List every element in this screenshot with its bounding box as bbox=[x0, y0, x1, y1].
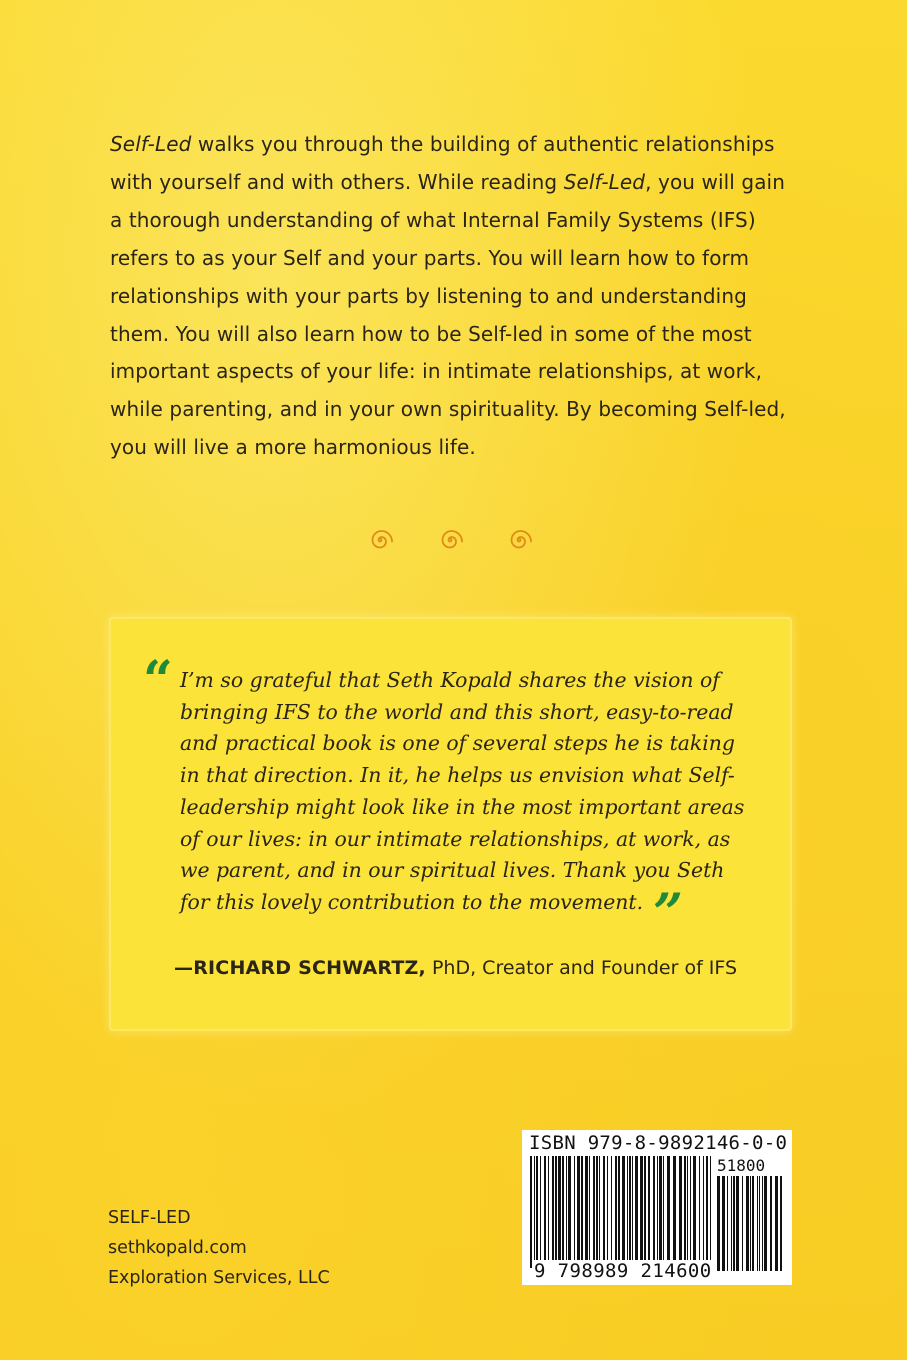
barcode-bar bbox=[589, 1156, 590, 1268]
barcode-bar bbox=[736, 1176, 739, 1271]
publisher-name: Exploration Services, LLC bbox=[108, 1268, 330, 1288]
open-quote-mark: “ bbox=[143, 650, 173, 711]
barcode-bar bbox=[585, 1156, 588, 1268]
barcode-bar bbox=[618, 1156, 620, 1268]
barcode-bar bbox=[530, 1156, 532, 1268]
barcode-bar bbox=[762, 1176, 763, 1271]
barcode-bar bbox=[596, 1156, 598, 1268]
barcode-bar bbox=[657, 1156, 658, 1268]
barcode-bar bbox=[574, 1156, 575, 1268]
spiral-icon bbox=[505, 526, 533, 554]
publisher-info bbox=[108, 1203, 330, 1293]
barcode-bar bbox=[627, 1156, 628, 1268]
book-title-italic: Self-Led bbox=[563, 169, 646, 194]
isbn-label: ISBN 979-8-9892146-0-0 bbox=[529, 1132, 788, 1154]
barcode-bar bbox=[548, 1156, 549, 1268]
price-code: 51800 bbox=[717, 1156, 766, 1175]
barcode-bar bbox=[540, 1156, 541, 1268]
barcode-bar bbox=[693, 1156, 696, 1268]
barcode-bar bbox=[622, 1156, 625, 1268]
isbn-barcode bbox=[522, 1130, 792, 1285]
barcode-bar bbox=[710, 1156, 711, 1268]
barcode-bar bbox=[690, 1156, 691, 1268]
barcode-bar bbox=[770, 1176, 772, 1271]
barcode-bar bbox=[663, 1156, 664, 1268]
barcode-bar bbox=[752, 1176, 754, 1271]
barcode-bar bbox=[775, 1176, 778, 1271]
spiral-icon bbox=[366, 526, 394, 554]
barcode-bar bbox=[653, 1156, 655, 1268]
barcode-bar bbox=[562, 1156, 564, 1268]
testimonial-box bbox=[109, 617, 792, 1031]
barcode-bar bbox=[603, 1156, 605, 1268]
book-description bbox=[110, 126, 790, 467]
testimonial-attribution bbox=[174, 957, 737, 979]
book-title-imprint: SELF-LED bbox=[108, 1208, 191, 1228]
barcode-bar bbox=[581, 1156, 583, 1268]
barcode-bar bbox=[706, 1156, 708, 1268]
testimonial-quote bbox=[180, 665, 760, 944]
barcode-bar bbox=[611, 1156, 612, 1268]
barcode-bar bbox=[731, 1176, 732, 1271]
barcode-bar bbox=[687, 1156, 688, 1268]
barcode-bar bbox=[534, 1156, 535, 1268]
barcode-bar bbox=[703, 1156, 704, 1268]
barcode-bar bbox=[568, 1156, 571, 1268]
addon-bars bbox=[717, 1176, 783, 1271]
barcode-bar bbox=[746, 1176, 749, 1271]
barcode-bar bbox=[750, 1176, 751, 1271]
ean-digits: 9 798989 214600 bbox=[534, 1260, 712, 1282]
barcode-bar bbox=[673, 1156, 676, 1268]
description-segment: , you will gain a thorough understanding of what Internal Family Systems (IFS) refers to as your Self and your parts. You will learn how to form relationships with your parts by listening to and understanding them. You will also learn how to be Self-led in some of the most important aspects of your life: in intimate relationships, at work, while parenting, and in your own spirituality. By becoming Self-led, you will live a more harmonious life. bbox=[110, 169, 786, 460]
attribution-title: PhD, Creator and Founder of IFS bbox=[425, 957, 738, 979]
author-website: sethkopald.com bbox=[108, 1238, 247, 1258]
testimonial-quote-text: I’m so grateful that Seth Kopald shares the vision of bringing IFS to the world and this short, easy-to-read and practical book is one of several steps he is taking in that direction. In it, he helps us envision what Self-leadership might look like in the most important areas of our lives: in our intimate relationships, at work, as we parent, and in our spiritual lives. Thank you Seth for this lovely contribution to the movement. bbox=[180, 668, 745, 914]
barcode-bar bbox=[727, 1176, 728, 1271]
barcode-bar bbox=[640, 1156, 643, 1268]
book-title-italic: Self-Led bbox=[110, 132, 192, 156]
barcode-bar bbox=[552, 1156, 554, 1268]
barcode-bar bbox=[699, 1156, 700, 1268]
barcode-bar bbox=[607, 1156, 608, 1268]
barcode-bar bbox=[722, 1176, 725, 1271]
barcode-bar bbox=[659, 1156, 662, 1268]
barcode-bar bbox=[667, 1156, 670, 1268]
barcode-bar bbox=[558, 1156, 561, 1268]
barcode-bar bbox=[615, 1156, 617, 1268]
barcode-bar bbox=[629, 1156, 631, 1268]
barcode-bar bbox=[555, 1156, 557, 1268]
ornament-divider bbox=[0, 526, 907, 556]
barcode-bar bbox=[544, 1156, 546, 1268]
barcode-bar bbox=[648, 1156, 650, 1268]
close-quote-mark: ” bbox=[653, 882, 683, 944]
attribution-name: —RICHARD SCHWARTZ, bbox=[174, 957, 426, 979]
barcode-bar bbox=[764, 1176, 767, 1271]
barcode-bar bbox=[635, 1156, 638, 1268]
barcode-bar bbox=[566, 1156, 567, 1268]
ean-bars bbox=[530, 1156, 713, 1268]
barcode-bar bbox=[632, 1156, 633, 1268]
barcode-bar bbox=[599, 1156, 600, 1268]
barcode-bar bbox=[733, 1176, 735, 1271]
description-segment: walks you through the building of authentic relationships with yourself and with others. While reading bbox=[110, 132, 775, 194]
spiral-icon bbox=[436, 526, 464, 554]
barcode-bar bbox=[717, 1176, 720, 1271]
barcode-bar bbox=[536, 1156, 538, 1268]
barcode-bar bbox=[679, 1156, 682, 1268]
barcode-bar bbox=[684, 1156, 686, 1268]
barcode-bar bbox=[577, 1156, 580, 1268]
book-description-text bbox=[110, 126, 790, 467]
barcode-bar bbox=[780, 1176, 782, 1271]
barcode-bar bbox=[757, 1176, 758, 1271]
barcode-bar bbox=[759, 1176, 760, 1271]
barcode-bar bbox=[644, 1156, 646, 1268]
barcode-bar bbox=[742, 1176, 743, 1271]
barcode-bar bbox=[593, 1156, 595, 1268]
